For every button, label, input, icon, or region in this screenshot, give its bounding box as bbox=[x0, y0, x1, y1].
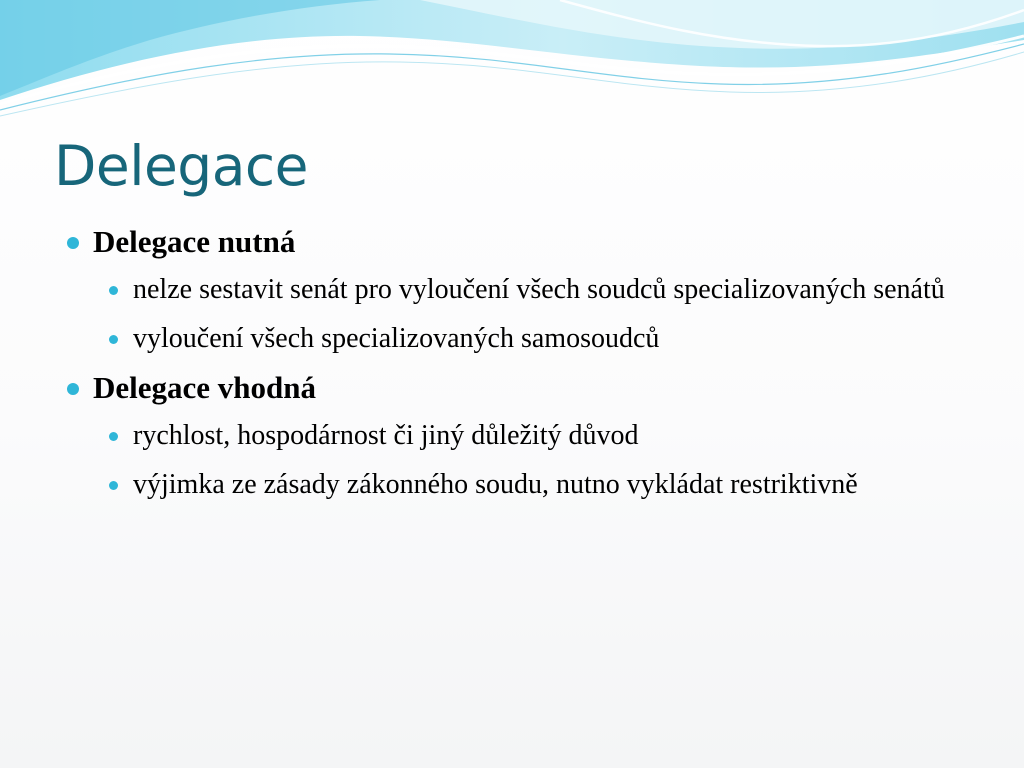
bullet-dot-icon bbox=[109, 481, 118, 490]
bullet-item-level2 bbox=[104, 465, 964, 505]
slide-title: Delegace bbox=[54, 134, 309, 198]
bullet-text: vyloučení všech specializovaných samosoudců bbox=[133, 323, 660, 354]
header-wave-decoration bbox=[0, 0, 1024, 120]
bullet-item-level1 bbox=[64, 368, 964, 408]
bullet-text: Delegace nutná bbox=[93, 224, 296, 259]
bullet-text: rychlost, hospodárnost či jiný důležitý důvod bbox=[133, 420, 639, 451]
bullet-dot-icon bbox=[109, 286, 118, 295]
bullet-dot-icon bbox=[109, 335, 118, 344]
bullet-item-level2 bbox=[104, 270, 964, 310]
bullet-item-level2 bbox=[104, 319, 964, 359]
bullet-list bbox=[64, 222, 964, 514]
bullet-text: Delegace vhodná bbox=[93, 370, 317, 405]
bullet-item-level1 bbox=[64, 222, 964, 262]
bullet-text: nelze sestavit senát pro vyloučení všech soudců specializovaných senátů bbox=[133, 274, 945, 305]
bullet-dot-icon bbox=[67, 383, 79, 395]
bullet-item-level2 bbox=[104, 416, 964, 456]
bullet-dot-icon bbox=[109, 432, 118, 441]
bullet-dot-icon bbox=[67, 237, 79, 249]
bullet-text: výjimka ze zásady zákonného soudu, nutno vykládat restriktivně bbox=[133, 469, 858, 500]
